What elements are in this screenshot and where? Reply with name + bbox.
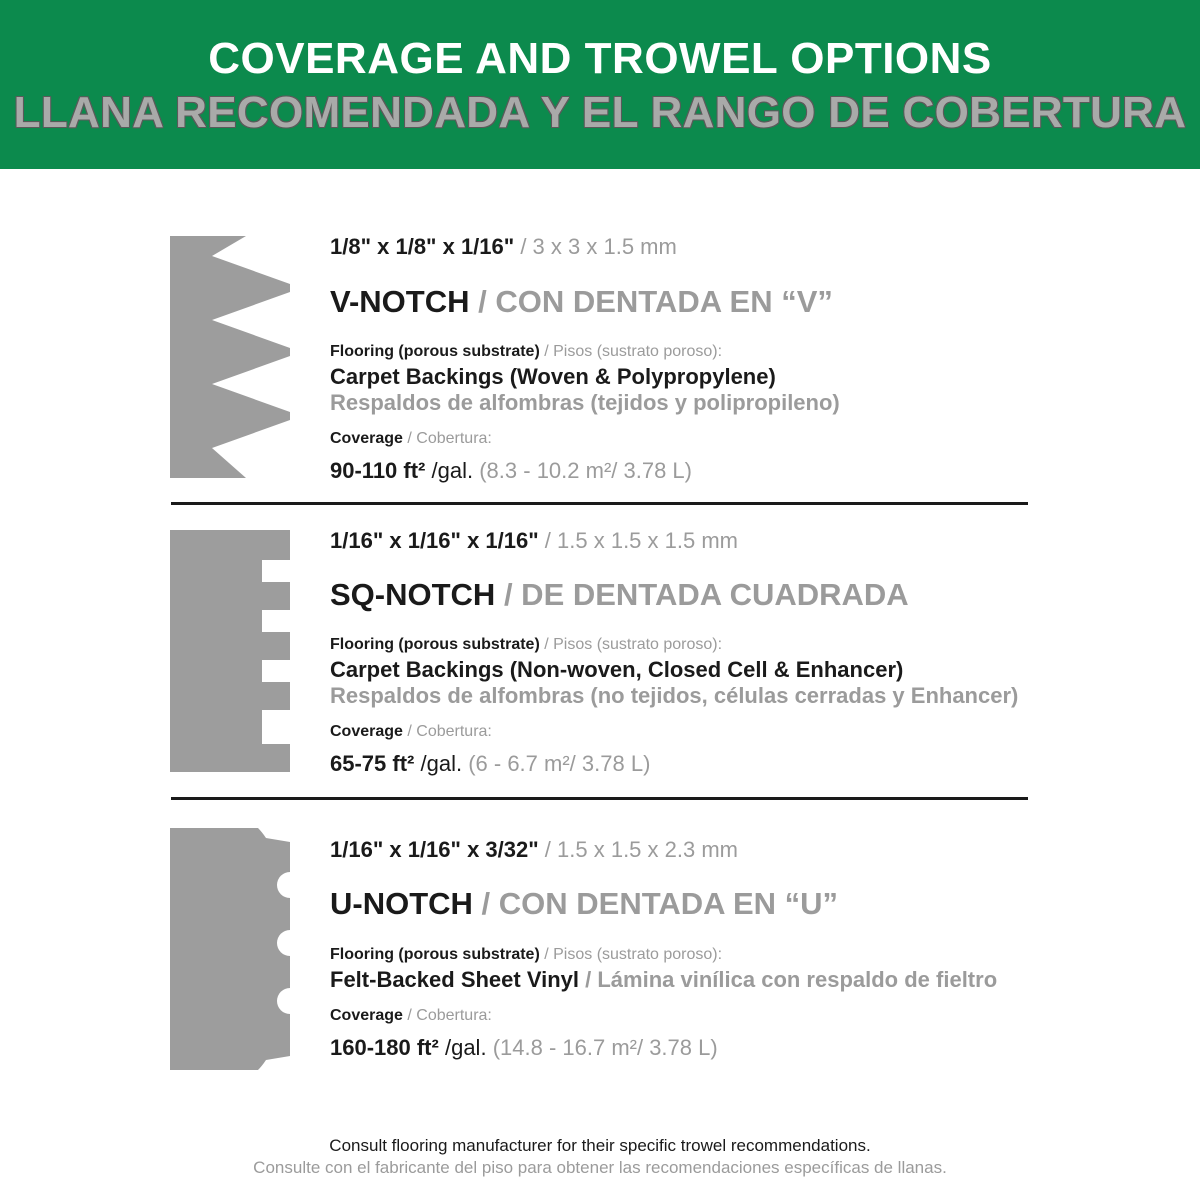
notch-spanish: / CON DENTADA EN “U” (481, 886, 839, 921)
title-spanish: LLANA RECOMENDADA Y EL RANGO DE COBERTURA (13, 88, 1187, 137)
use-spanish: Respaldos de alfombras (tejidos y polipropileno) (330, 390, 840, 415)
section-divider (171, 797, 1028, 800)
volume: / 3.78 L) (611, 458, 692, 483)
footer-note-english: Consult flooring manufacturer for their specific trowel recommendations. (329, 1136, 871, 1155)
per-gallon: /gal. (431, 458, 474, 483)
use-english: Carpet Backings (Non-woven, Closed Cell & Enhancer) (330, 657, 904, 682)
coverage-imperial: 65-75 ft² (330, 751, 415, 776)
flooring-label (330, 636, 722, 654)
coverage-label (330, 723, 492, 741)
coverage-value (330, 751, 650, 777)
coverage-value (330, 1035, 718, 1061)
notch-english: U-NOTCH (330, 886, 473, 921)
size-line (330, 837, 738, 863)
coverage-label-english: Coverage (330, 1007, 403, 1024)
use-spanish: Respaldos de alfombras (no tejidos, células cerradas y Enhancer) (330, 683, 1019, 708)
square-notch-trowel-icon (170, 530, 292, 772)
section-divider (171, 502, 1028, 505)
notch-english: V-NOTCH (330, 284, 470, 319)
flooring-label-spanish: / Pisos (sustrato poroso): (544, 946, 723, 963)
coverage-metric: (14.8 - 16.7 m² (492, 1035, 637, 1060)
flooring-label-english: Flooring (porous substrate) (330, 636, 540, 653)
notch-title (330, 284, 833, 320)
per-gallon: /gal. (420, 751, 463, 776)
coverage-label-spanish: / Cobertura: (407, 723, 492, 740)
coverage-value (330, 458, 692, 484)
notch-title (330, 577, 909, 613)
size-imperial: 1/16" x 1/16" x 3/32" (330, 837, 539, 862)
flooring-label (330, 946, 722, 964)
coverage-label (330, 1007, 492, 1025)
coverage-label-spanish: / Cobertura: (407, 1007, 492, 1024)
use-line (330, 967, 997, 993)
use-english: Felt-Backed Sheet Vinyl (330, 967, 580, 992)
coverage-metric: (6 - 6.7 m² (468, 751, 570, 776)
per-gallon: /gal. (444, 1035, 487, 1060)
header-banner (0, 0, 1200, 169)
use-spanish: / Lámina vinílica con respaldo de fieltro (585, 967, 998, 992)
title-english: COVERAGE AND TROWEL OPTIONS (208, 34, 992, 83)
size-metric: / 1.5 x 1.5 x 2.3 mm (544, 837, 738, 862)
coverage-label-english: Coverage (330, 430, 403, 447)
coverage-label-spanish: / Cobertura: (407, 430, 492, 447)
u-notch-trowel-icon (170, 828, 292, 1070)
flooring-label-english: Flooring (porous substrate) (330, 343, 540, 360)
notch-spanish: / DE DENTADA CUADRADA (503, 577, 909, 612)
notch-title (330, 886, 838, 922)
flooring-label-spanish: / Pisos (sustrato poroso): (544, 343, 723, 360)
footer-note-spanish: Consulte con el fabricante del piso para obtener las recomendaciones específicas de llanas. (253, 1158, 947, 1177)
flooring-label (330, 343, 722, 361)
size-imperial: 1/8" x 1/8" x 1/16" (330, 234, 515, 259)
coverage-label (330, 430, 492, 448)
coverage-imperial: 160-180 ft² (330, 1035, 439, 1060)
notch-spanish: / CON DENTADA EN “V” (478, 284, 833, 319)
size-metric: / 1.5 x 1.5 x 1.5 mm (544, 528, 738, 553)
size-line (330, 528, 738, 554)
coverage-metric: (8.3 - 10.2 m² (479, 458, 612, 483)
flooring-label-spanish: / Pisos (sustrato poroso): (544, 636, 723, 653)
volume: / 3.78 L) (569, 751, 651, 776)
notch-english: SQ-NOTCH (330, 577, 496, 612)
coverage-label-english: Coverage (330, 723, 403, 740)
size-imperial: 1/16" x 1/16" x 1/16" (330, 528, 539, 553)
size-metric: / 3 x 3 x 1.5 mm (520, 234, 677, 259)
v-notch-trowel-icon (170, 236, 292, 478)
volume: / 3.78 L) (636, 1035, 718, 1060)
use-english: Carpet Backings (Woven & Polypropylene) (330, 364, 776, 389)
flooring-label-english: Flooring (porous substrate) (330, 946, 540, 963)
coverage-imperial: 90-110 ft² (330, 458, 426, 483)
size-line (330, 234, 677, 260)
